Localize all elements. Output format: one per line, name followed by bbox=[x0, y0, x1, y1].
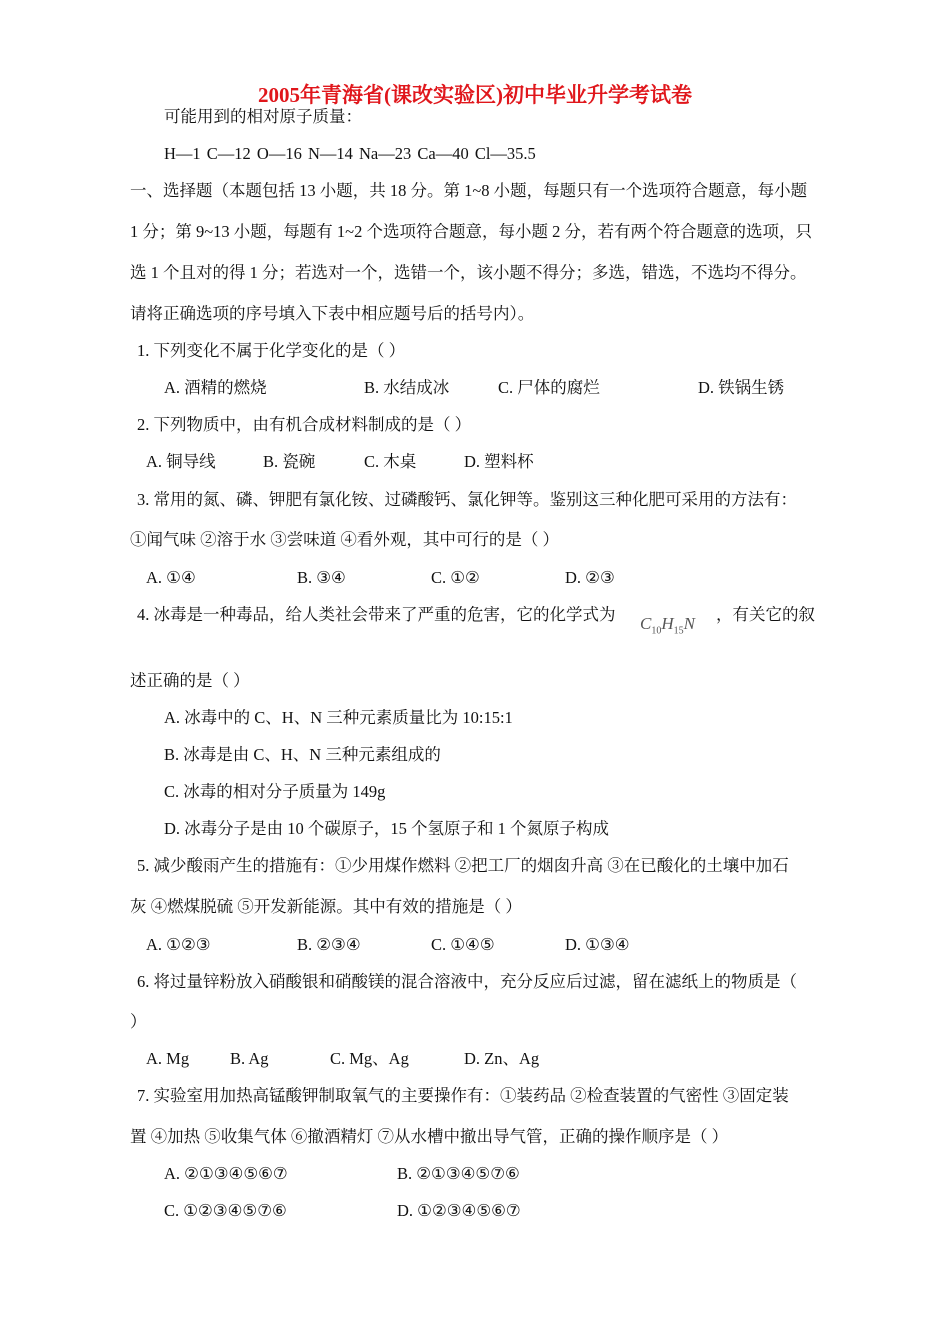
question-1-option-c: C. 尸体的腐烂 bbox=[498, 378, 600, 397]
question-4-option-c: C. 冰毒的相对分子质量为 149g bbox=[164, 782, 386, 801]
question-2-stem: 2. 下列物质中，由有机合成材料制成的是（ ） bbox=[137, 415, 472, 434]
question-7-option-d: D. ①②③④⑤⑥⑦ bbox=[397, 1201, 521, 1220]
question-1-option-d: D. 铁锅生锈 bbox=[698, 378, 785, 397]
question-3-option-c: C. ①② bbox=[431, 568, 480, 587]
question-6-option-c: C. Mg、Ag bbox=[330, 1049, 409, 1068]
question-6-stem-line1: 6. 将过量锌粉放入硝酸银和硝酸镁的混合溶液中，充分反应后过滤，留在滤纸上的物质是（ bbox=[137, 972, 797, 991]
question-1-option-a: A. 酒精的燃烧 bbox=[164, 378, 267, 397]
question-4-stem-line2: 述正确的是（ ） bbox=[130, 671, 250, 690]
question-7-option-b: B. ②①③④⑤⑦⑥ bbox=[397, 1164, 520, 1183]
question-3-stem-line1: 3. 常用的氮、磷、钾肥有氯化铵、过磷酸钙、氯化钾等。鉴别这三种化肥可采用的方法有： bbox=[137, 490, 797, 509]
question-2-option-b: B. 瓷碗 bbox=[263, 452, 316, 471]
question-5-option-b: B. ②③④ bbox=[297, 935, 361, 954]
question-5-option-d: D. ①③④ bbox=[565, 935, 630, 954]
question-3-stem-line2: ①闻气味 ②溶于水 ③尝味道 ④看外观，其中可行的是（ ） bbox=[130, 530, 559, 549]
section-instructions-line2: 1 分；第 9~13 小题，每题有 1~2 个选项符合题意，每小题 2 分，若有两个符合题意的选项，只 bbox=[130, 222, 812, 241]
question-7-option-a: A. ②①③④⑤⑥⑦ bbox=[164, 1164, 288, 1183]
question-3-option-a: A. ①④ bbox=[146, 568, 196, 587]
question-2-option-c: C. 木桌 bbox=[364, 452, 417, 471]
question-6-option-a: A. Mg bbox=[146, 1049, 190, 1068]
question-4-stem-line1: 4. 冰毒是一种毒品，给人类社会带来了严重的危害，它的化学式为 bbox=[137, 605, 616, 624]
question-4-option-d: D. 冰毒分子是由 10 个碳原子，15 个氢原子和 1 个氮原子构成 bbox=[164, 819, 610, 838]
question-6-option-d: D. Zn、Ag bbox=[464, 1049, 540, 1068]
question-5-stem-line1: 5. 减少酸雨产生的措施有：①少用煤作燃料 ②把工厂的烟囱升高 ③在已酸化的土壤中加石 bbox=[137, 856, 789, 875]
question-4-option-a: A. 冰毒中的 C、H、N 三种元素质量比为 10:15:1 bbox=[164, 708, 513, 727]
question-3-option-b: B. ③④ bbox=[297, 568, 346, 587]
chemical-formula: $C_{10}H_{15}N$ bbox=[640, 614, 695, 637]
question-7-option-c: C. ①②③④⑤⑦⑥ bbox=[164, 1201, 287, 1220]
question-5-stem-line2: 灰 ④燃煤脱硫 ⑤开发新能源。其中有效的措施是（ ） bbox=[130, 897, 522, 916]
question-4-option-b: B. 冰毒是由 C、H、N 三种元素组成的 bbox=[164, 745, 441, 764]
question-7-stem-line2: 置 ④加热 ⑤收集气体 ⑥撤酒精灯 ⑦从水槽中撤出导气管，正确的操作顺序是（ ） bbox=[130, 1127, 729, 1146]
atomic-mass-list: H—1 C—12 O—16 N—14 Na—23 Ca—40 Cl—35.5 bbox=[164, 144, 536, 163]
page-title: 2005年青海省(课改实验区)初中毕业升学考试卷 bbox=[258, 83, 692, 107]
question-2-option-d: D. 塑料杯 bbox=[464, 452, 534, 471]
question-6-option-b: B. Ag bbox=[230, 1049, 269, 1068]
question-7-stem-line1: 7. 实验室用加热高锰酸钾制取氧气的主要操作有：①装药品 ②检查装置的气密性 ③固定装 bbox=[137, 1086, 789, 1105]
question-4-stem-line1-end: ，有关它的叙 bbox=[716, 605, 815, 624]
question-1-option-b: B. 水结成冰 bbox=[364, 378, 450, 397]
section-instructions-line1: 一、选择题（本题包括 13 小题，共 18 分。第 1~8 小题，每题只有一个选项符合题意，每小题 bbox=[130, 181, 808, 200]
question-5-option-a: A. ①②③ bbox=[146, 935, 211, 954]
question-5-option-c: C. ①④⑤ bbox=[431, 935, 495, 954]
section-instructions-line3: 选 1 个且对的得 1 分；若选对一个，选错一个，该小题不得分；多选，错选，不选均不得分。 bbox=[130, 263, 807, 282]
question-2-option-a: A. 铜导线 bbox=[146, 452, 216, 471]
question-1-stem: 1. 下列变化不属于化学变化的是（ ） bbox=[137, 341, 406, 360]
question-6-stem-line2: ） bbox=[130, 1012, 147, 1031]
atomic-mass-intro: 可能用到的相对原子质量： bbox=[164, 107, 362, 126]
question-3-option-d: D. ②③ bbox=[565, 568, 615, 587]
section-instructions-line4: 请将正确选项的序号填入下表中相应题号后的括号内）。 bbox=[130, 304, 535, 323]
